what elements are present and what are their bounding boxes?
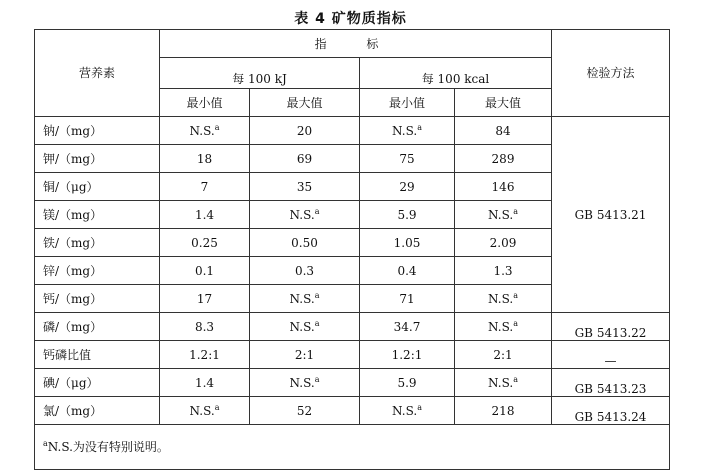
nutrient-name: 铁/（mg） [35,229,160,257]
value-text: 2:1 [493,347,513,362]
method-gb-5413-22: GB 5413.22 [552,313,670,341]
mineral-table [34,29,670,470]
value-kcal-max [455,257,552,285]
value-text: 1.05 [393,235,421,250]
value-kcal-min [360,369,455,397]
value-text: 52 [296,403,313,418]
value-text: 17 [196,291,213,306]
value-text: 0.1 [194,263,215,278]
header-per-kj: 每 100 kJ [160,58,360,89]
value-text: 1.2:1 [189,347,220,362]
value-text: 75 [399,151,415,166]
nutrient-name: 磷/（mg） [35,313,160,341]
value-text: 1.4 [194,207,215,222]
value-text: 2:1 [294,347,315,362]
value-text: 5.9 [397,207,417,222]
value-kj-max [250,397,360,425]
value-kcal-max [455,173,552,201]
nutrient-name: 钾/（mg） [35,145,160,173]
table-row [35,397,670,425]
table-row [35,313,670,341]
method-gb-5413-21: GB 5413.21 [552,117,670,313]
value-kcal-min [360,313,455,341]
value-text: N.S. [488,375,514,390]
value-kcal-max [455,341,552,369]
header-nutrient: 营养素 [35,30,160,117]
method-none: — [552,341,670,369]
value-kcal-min [360,397,455,425]
value-kj-min [160,257,250,285]
table-row [35,341,670,369]
value-kj-min [160,229,250,257]
value-kj-min [160,173,250,201]
value-kj-min [160,313,250,341]
value-footnote-marker: a [417,402,422,412]
value-kj-max [250,341,360,369]
header-kcal-max: 最大值 [455,89,552,117]
value-kj-min [160,369,250,397]
value-text: 69 [296,151,313,166]
value-kcal-max [455,145,552,173]
header-kcal-min: 最小值 [360,89,455,117]
value-kj-max [250,369,360,397]
value-text: 1.4 [194,375,215,390]
nutrient-name: 锌/（mg） [35,257,160,285]
value-text: 1.2:1 [391,347,423,362]
value-footnote-marker: a [513,318,518,328]
nutrient-name: 碘/（μg） [35,369,160,397]
nutrient-name: 钙磷比值 [35,341,160,369]
value-footnote-marker: a [417,122,422,132]
value-kcal-min [360,229,455,257]
value-kcal-max [455,369,552,397]
footnote [35,425,670,470]
value-footnote-marker: a [513,290,518,300]
nutrient-name: 钙/（mg） [35,285,160,313]
value-kj-max [250,201,360,229]
value-footnote-marker: a [214,402,220,412]
nutrient-name: 钠/（mg） [35,117,160,145]
value-text: 8.3 [194,319,215,334]
value-kj-max [250,229,360,257]
value-text: 35 [296,179,313,194]
method-gb-5413-23: GB 5413.23 [552,369,670,397]
nutrient-name: 镁/（mg） [35,201,160,229]
value-kj-max [250,285,360,313]
table-row [35,369,670,397]
value-kcal-min [360,285,455,313]
value-text: N.S. [488,291,514,306]
value-text: 1.3 [493,263,513,278]
value-text: 0.4 [397,263,417,278]
value-footnote-marker: a [513,374,518,384]
value-kj-max [250,145,360,173]
value-text: 0.3 [294,263,315,278]
method-gb-5413-24: GB 5413.24 [552,397,670,425]
value-kcal-max [455,117,552,145]
table-row [35,117,670,145]
value-kcal-max [455,201,552,229]
value-footnote-marker: a [314,318,320,328]
value-footnote-marker: a [214,122,220,132]
header-kj-min: 最小值 [160,89,250,117]
value-text: 29 [399,179,415,194]
value-text: 0.50 [291,235,318,250]
value-footnote-marker: a [513,206,518,216]
value-kj-max [250,117,360,145]
value-text: N.S. [392,123,418,138]
value-footnote-marker: a [314,206,320,216]
value-kj-max [250,257,360,285]
value-text: 5.9 [397,375,417,390]
value-kj-min [160,285,250,313]
value-text: 146 [491,179,515,194]
value-kcal-max [455,313,552,341]
header-per-kcal: 每 100 kcal [360,58,552,89]
header-kj-max: 最大值 [250,89,360,117]
value-kcal-min [360,145,455,173]
value-text: 0.25 [191,235,218,250]
value-kcal-max [455,285,552,313]
value-kcal-min [360,173,455,201]
value-kj-max [250,173,360,201]
value-kj-min [160,201,250,229]
value-kj-min [160,397,250,425]
value-kcal-max [455,229,552,257]
value-text: 18 [196,151,213,166]
value-kj-min [160,117,250,145]
value-kj-max [250,313,360,341]
value-text: N.S. [289,319,315,334]
value-kcal-min [360,201,455,229]
nutrient-name: 铜/（μg） [35,173,160,201]
value-text: 84 [495,123,511,138]
value-text: 7 [200,179,209,194]
footnote-text: N.S.为没有特别说明。 [47,440,169,454]
value-text: 71 [399,291,415,306]
value-text: N.S. [488,319,514,334]
nutrient-name: 氯/（mg） [35,397,160,425]
value-text: N.S. [289,291,315,306]
value-text: N.S. [189,403,215,418]
value-text: N.S. [488,207,514,222]
value-footnote-marker: a [314,374,320,384]
table-title: 表 4 矿物质指标 [294,11,407,27]
value-text: 34.7 [393,319,421,334]
value-kj-min [160,145,250,173]
value-text: N.S. [189,123,215,138]
value-kcal-min [360,257,455,285]
value-text: 2.09 [489,235,517,250]
value-footnote-marker: a [314,290,320,300]
value-kj-min [160,341,250,369]
value-kcal-max [455,397,552,425]
value-text: N.S. [289,207,315,222]
header-method: 检验方法 [552,30,670,117]
value-text: 218 [491,403,515,418]
value-kcal-min [360,341,455,369]
value-text: 20 [296,123,313,138]
value-text: N.S. [289,375,315,390]
value-kcal-min [360,117,455,145]
value-text: 289 [491,151,515,166]
header-indicator: 指 标 [160,30,552,58]
footnote-marker: a [43,439,48,448]
value-text: N.S. [392,403,418,418]
